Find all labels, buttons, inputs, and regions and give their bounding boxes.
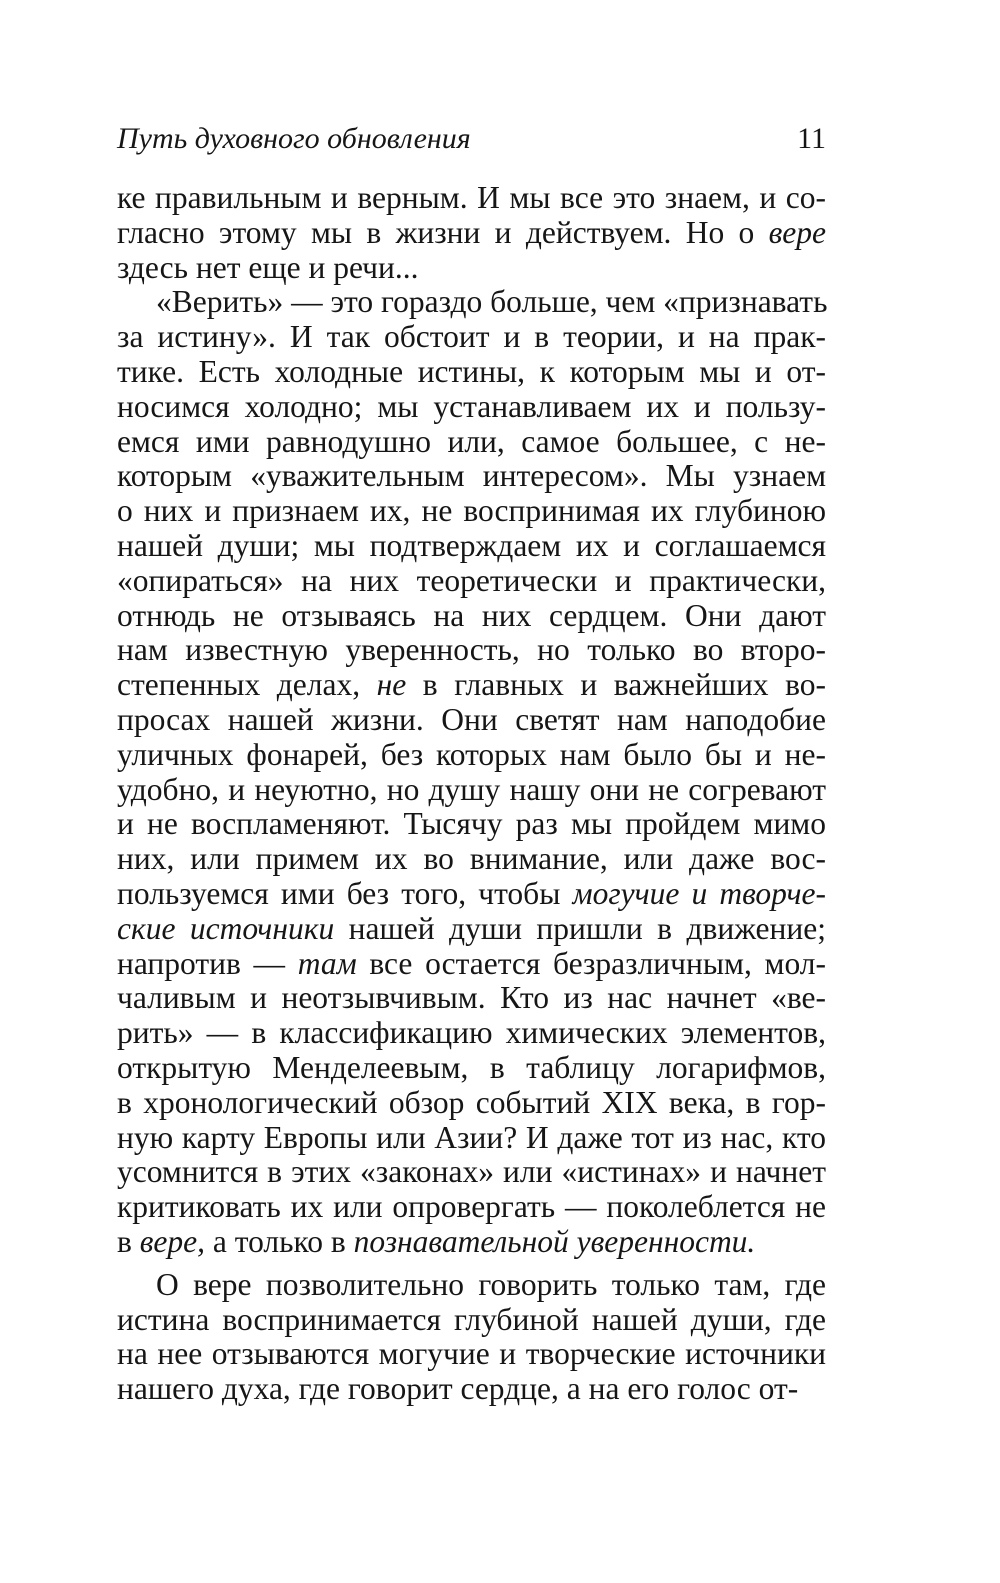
body-text — [117, 181, 826, 1407]
text-run: критиковать их или опровергать — поколеблется не — [117, 1189, 826, 1225]
page-number: 11 — [797, 122, 826, 155]
text-line — [117, 1121, 826, 1156]
text-line — [117, 1337, 826, 1372]
text-run: в — [117, 1223, 140, 1259]
text-line — [117, 425, 826, 460]
text-line — [117, 564, 826, 599]
text-line — [117, 1086, 826, 1121]
text-run: о них и признаем их, не воспринимая их глубиною — [117, 493, 826, 529]
italic-run: познавательной уверенности. — [353, 1223, 756, 1259]
text-line — [117, 251, 826, 286]
text-line — [117, 668, 826, 703]
text-line — [117, 494, 826, 529]
text-line — [117, 877, 826, 912]
text-line — [117, 947, 826, 982]
italic-run: вере, — [139, 1223, 206, 1259]
text-line — [117, 216, 826, 251]
text-run: рить» — в классификацию химических элементов, — [117, 1015, 826, 1051]
text-run: отнюдь не отзываясь на них сердцем. Они дают — [117, 597, 826, 633]
italic-run: могучие и творче- — [572, 875, 827, 911]
text-line — [117, 1155, 826, 1190]
text-run: чаливым и неотзывчивым. Кто из нас начнет «ве- — [117, 980, 826, 1016]
text-line — [117, 1225, 826, 1260]
text-run: напротив — — [117, 945, 298, 981]
text-line — [117, 355, 826, 390]
text-line — [117, 459, 826, 494]
text-run: просах нашей жизни. Они светят нам наподобие — [117, 701, 826, 737]
text-run: открытую Менделеевым, в таблицу логарифмов, — [117, 1049, 826, 1085]
italic-run: не — [376, 667, 407, 703]
text-run: здесь нет еще и речи... — [117, 249, 419, 285]
text-run: них, или примем их во внимание, или даже вос- — [117, 841, 826, 877]
text-run: нашего духа, где говорит сердце, а на его голос от- — [117, 1371, 799, 1407]
text-line — [117, 633, 826, 668]
text-line — [117, 1303, 826, 1338]
text-run: удобно, и неуютно, но душу нашу они не согревают — [117, 771, 826, 807]
text-run: степенных делах, — [117, 667, 377, 703]
text-line — [117, 807, 826, 842]
text-run: «Верить» — это гораздо больше, чем «признавать — [156, 284, 828, 320]
text-line — [117, 1372, 826, 1407]
text-run: а только в — [205, 1223, 354, 1259]
text-line — [117, 599, 826, 634]
text-line — [117, 529, 826, 564]
text-run: нам известную уверенность, но только во второ- — [117, 632, 826, 668]
text-line — [117, 842, 826, 877]
text-run: «опираться» на них теоретически и практически, — [117, 562, 826, 598]
text-line — [117, 912, 826, 947]
text-line — [117, 390, 826, 425]
text-run: О вере позволительно говорить только там, где — [156, 1266, 826, 1302]
text-run: истина воспринимается глубиной нашей души, где — [117, 1301, 826, 1337]
text-run: в главных и важнейших во- — [406, 667, 827, 703]
text-run: усомнится в этих «законах» или «истинах» и начнет — [117, 1154, 826, 1190]
page-header — [117, 117, 826, 161]
text-line — [117, 1016, 826, 1051]
text-run: которым «уважительным интересом». Мы узнаем — [117, 458, 826, 494]
text-run: ную карту Европы или Азии? И даже тот из нас, кто — [117, 1119, 826, 1155]
text-line — [117, 703, 826, 738]
text-run: пользуемся ими без того, чтобы — [117, 875, 573, 911]
text-line — [117, 320, 826, 355]
text-line — [117, 181, 826, 216]
text-run: за истину». И так обстоит и в теории, и на прак- — [117, 319, 826, 355]
text-line — [117, 1051, 826, 1086]
text-run: тике. Есть холодные истины, к которым мы и от- — [117, 353, 826, 389]
text-line — [117, 1190, 826, 1225]
running-title: Путь духовного обновления — [117, 122, 471, 155]
text-run: гласно этому мы в жизни и действуем. Но о — [117, 214, 769, 250]
italic-run: там — [297, 945, 357, 981]
text-run: на нее отзываются могучие и творческие источники — [117, 1336, 826, 1372]
text-run: нашей души пришли в движение; — [334, 910, 826, 946]
italic-run: вере — [768, 214, 826, 250]
text-run: нашей души; мы подтверждаем их и соглашаемся — [117, 527, 826, 563]
text-line — [117, 981, 826, 1016]
text-line — [117, 738, 826, 773]
text-line — [117, 1268, 826, 1303]
text-run: в хронологический обзор событий XIX века, в гор- — [117, 1084, 826, 1120]
text-line — [117, 285, 826, 320]
italic-run: ские источники — [117, 910, 335, 946]
text-run: емся ими равнодушно или, самое большее, с не- — [117, 423, 826, 459]
text-run: уличных фонарей, без которых нам было бы и не- — [117, 736, 826, 772]
text-line — [117, 773, 826, 808]
text-run: носимся холодно; мы устанавливаем их и пользу- — [117, 388, 826, 424]
text-run: и не воспламеняют. Тысячу раз мы пройдем мимо — [117, 806, 826, 842]
text-run: все остается безразличным, мол- — [356, 945, 826, 981]
text-run: ке правильным и верным. И мы все это знаем, и со- — [117, 180, 826, 215]
